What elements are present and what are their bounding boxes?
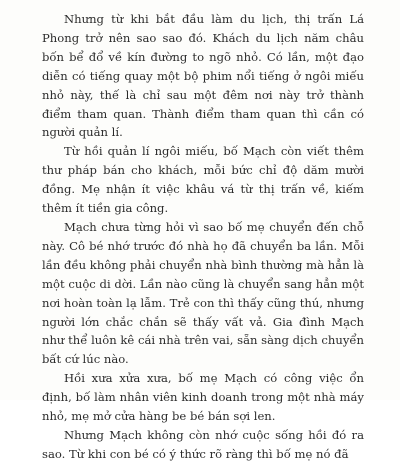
body-text bbox=[42, 10, 364, 464]
paragraph-5: Nhưng Mạch không còn nhớ cuộc sống hồi đó ra sao. Từ khi con bé có ý thức rõ ràng thì bố mẹ nó đã bbox=[42, 427, 364, 461]
paragraph-2: Từ hồi quản lí ngôi miếu, bố Mạch còn viết thêm thư pháp bán cho khách, mỗi bức chỉ độ dăm mười đồng. Mẹ nhận ít việc khâu vá từ thị trấn về, kiếm thêm ít tiền gia công. bbox=[42, 144, 364, 216]
paragraph-1: Nhưng từ khi bắt đầu làm du lịch, thị trấn Lá Phong trở nên sao sao đó. Khách du lịch năm châu bốn bể đổ về kín đường to ngõ nhỏ. Có lần, một đạo diễn có tiếng quay một bộ phim nổi tiếng ở ngôi miếu nhỏ này, thế là chỉ sau một đêm nơi này trở thành điểm tham quan. Thành điểm tham quan thì cần có người quản lí. bbox=[42, 12, 364, 140]
paragraph-3: Mạch chưa từng hỏi vì sao bố mẹ chuyển đến chỗ này. Cô bé nhớ trước đó nhà họ đã chuyển ba lần. Mỗi lần đều không phải chuyển nhà bình thường mà hẳn là một cuộc di dời. Lần nào cũng là chuyển sang hẳn một nơi hoàn toàn lạ lẫm. Trẻ con thì thấy cũng thú, nhưng người lớn chắc chắn sẽ thấy vất vả. Gia đình Mạch như thể luôn kê cái nhà trên vai, sẵn sàng dịch chuyển bất cứ lúc nào. bbox=[42, 219, 364, 367]
paragraph-4: Hồi xưa xửa xưa, bố mẹ Mạch có công việc ổn định, bố làm nhân viên kinh doanh trong một nhà máy nhỏ, mẹ mở cửa hàng be bé bán sợi len. bbox=[42, 371, 364, 424]
